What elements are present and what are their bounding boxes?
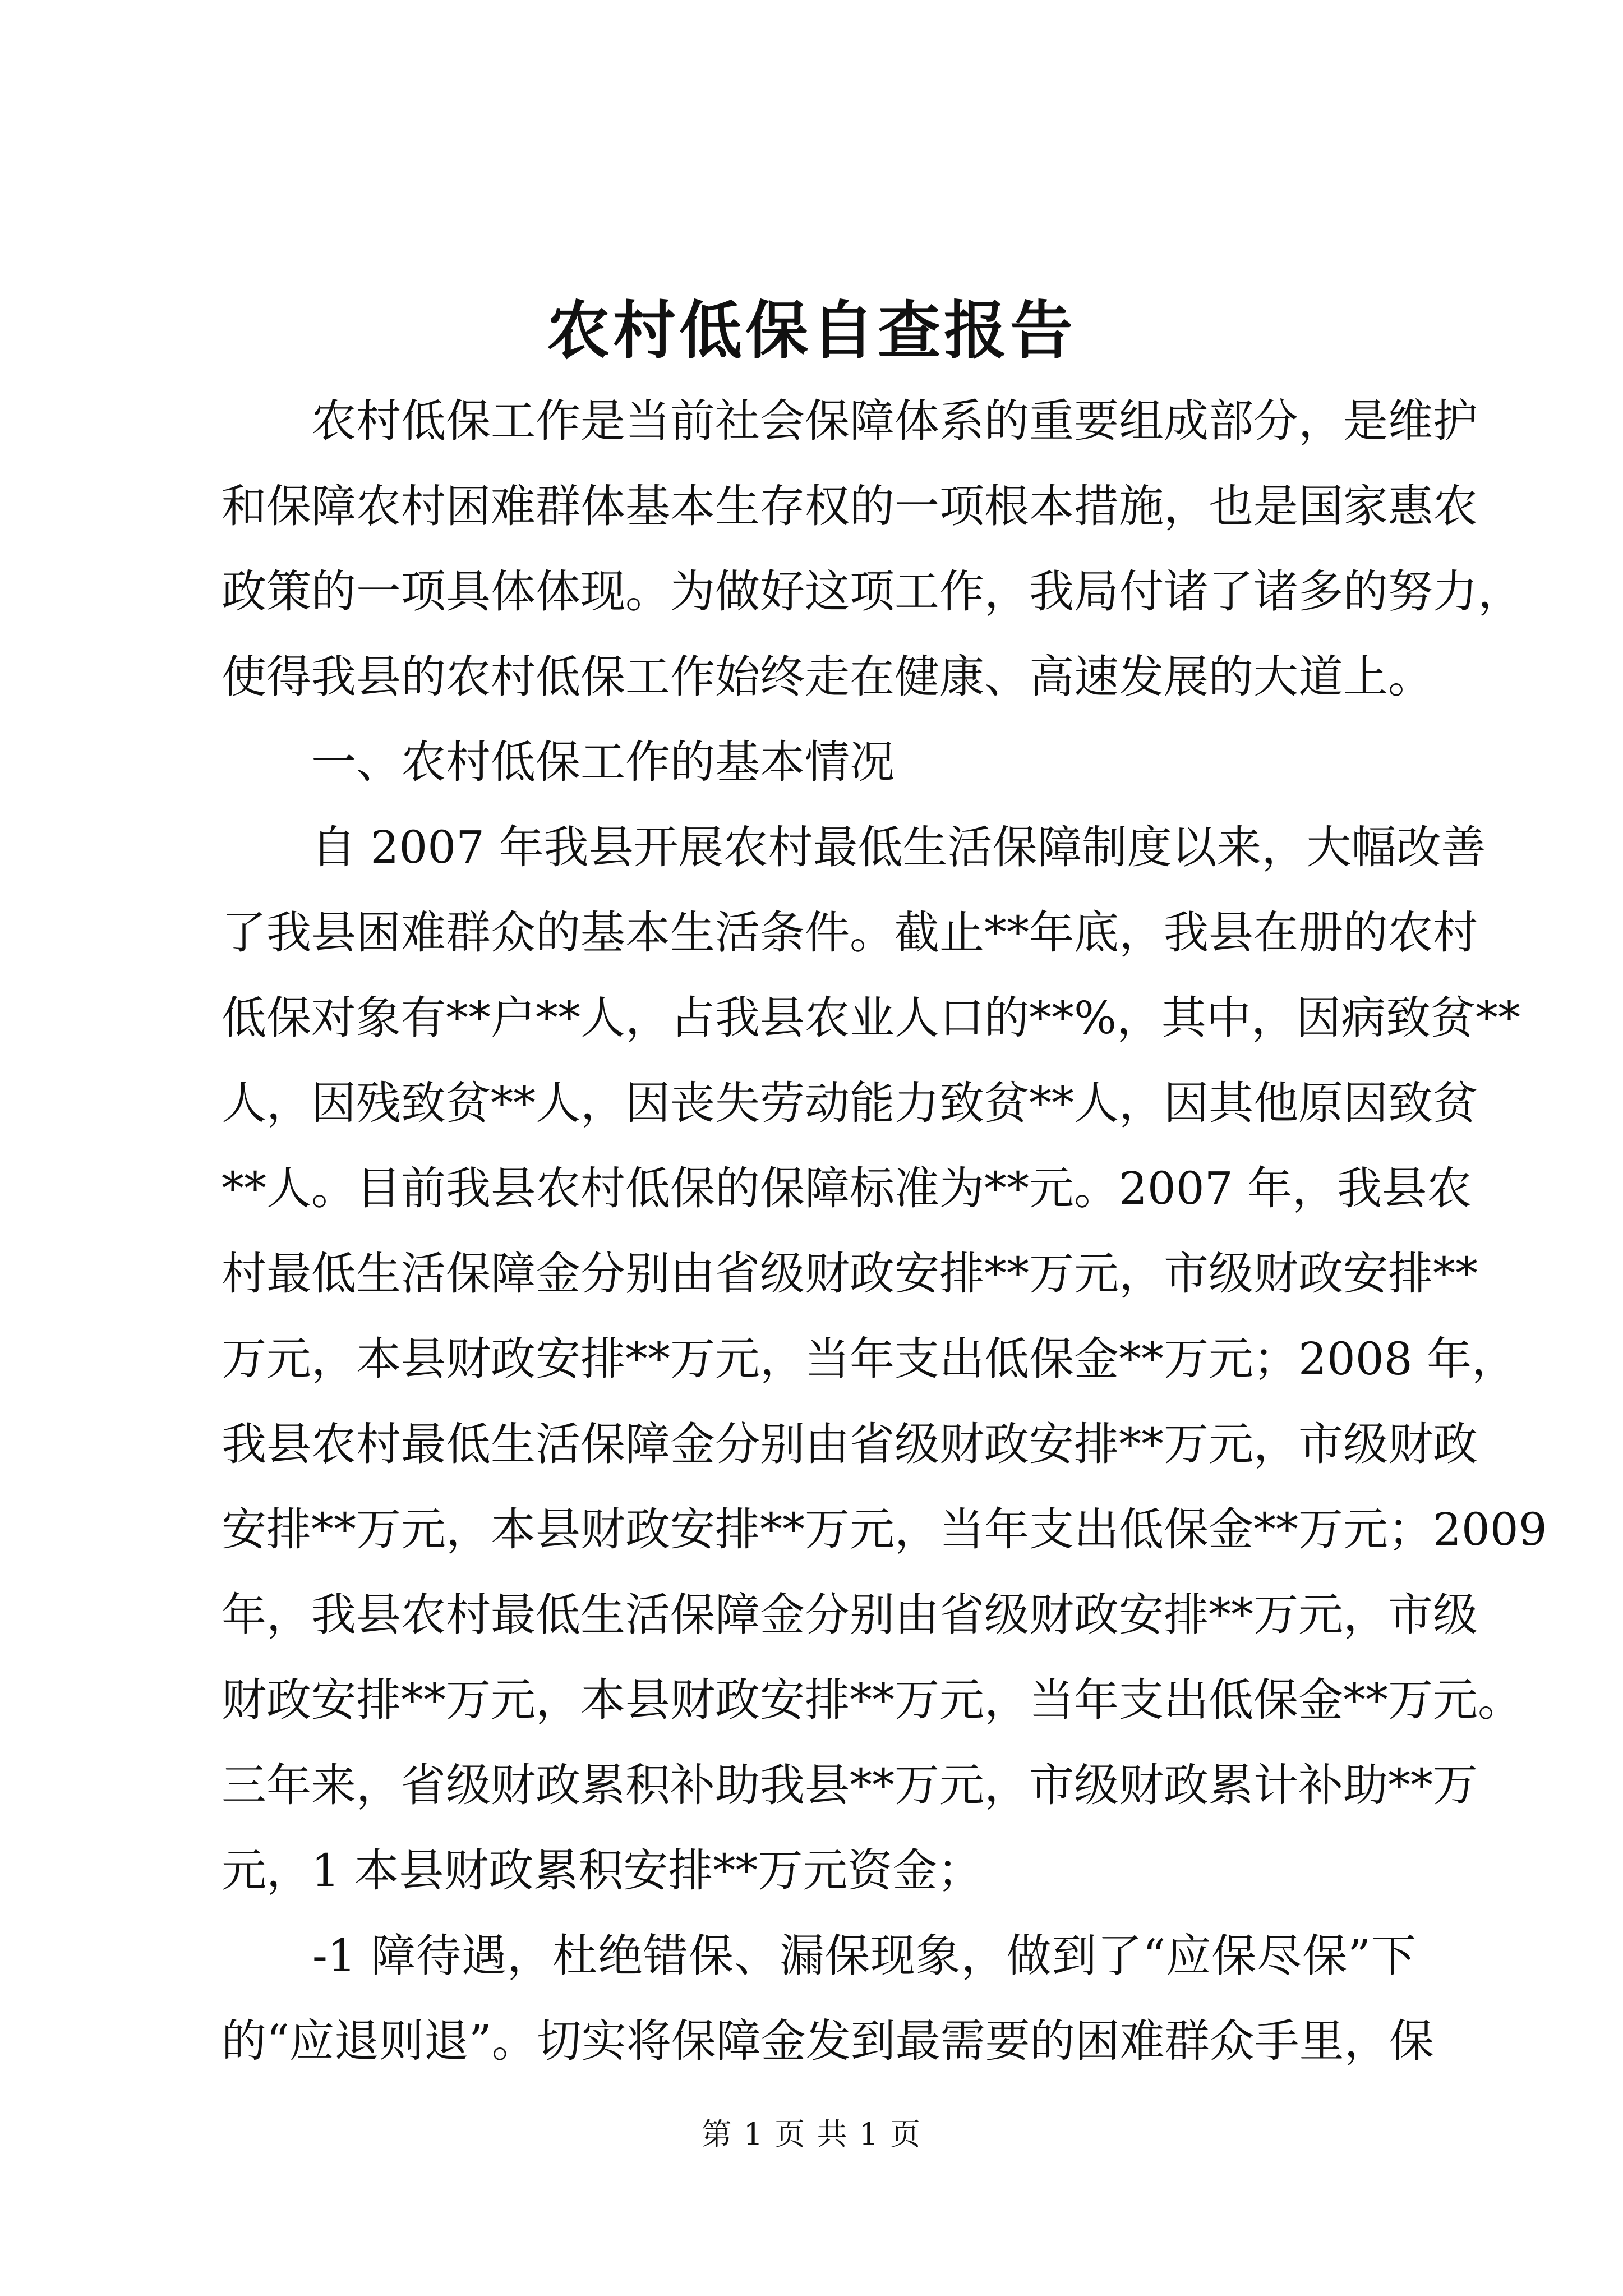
page-footer: 第 1 页 共 1 页 <box>701 2116 922 2152</box>
body-line: 和保障农村困难群体基本生存权的一项根本措施，也是国家惠农 <box>222 480 1478 532</box>
body-line: 万元，本县财政安排**万元，当年支出低保金**万元；2008 年， <box>222 1333 1517 1385</box>
body-line: 低保对象有**户**人，占我县农业人口的**%，其中，因病致贫** <box>222 992 1521 1044</box>
body-line: 我县农村最低生活保障金分别由省级财政安排**万元，市级财政 <box>222 1418 1478 1470</box>
body-line: 的“应退则退”。切实将保障金发到最需要的困难群众手里，保 <box>222 2015 1434 2067</box>
document-body <box>222 379 1547 2084</box>
body-line: 政策的一项具体体现。为做好这项工作，我局付诸了诸多的努力， <box>222 565 1523 618</box>
body-line: 安排**万元，本县财政安排**万元，当年支出低保金**万元；2009 <box>222 1503 1547 1556</box>
document-title: 农村低保自查报告 <box>547 294 1076 367</box>
body-line: -1 障待遇，杜绝错保、漏保现象，做到了“应保尽保”下 <box>222 1930 1416 1982</box>
body-line: 自 2007 年我县开展农村最低生活保障制度以来，大幅改善 <box>222 821 1486 873</box>
body-line: 了我县困难群众的基本生活条件。截止**年底，我县在册的农村 <box>222 907 1478 959</box>
body-line: 村最低生活保障金分别由省级财政安排**万元，市级财政安排** <box>222 1248 1478 1300</box>
body-line: 元，1 本县财政累积安排**万元资金； <box>222 1844 983 1897</box>
body-line: 财政安排**万元，本县财政安排**万元，当年支出低保金**万元。 <box>222 1674 1523 1726</box>
body-line: 农村低保工作是当前社会保障体系的重要组成部分，是维护 <box>222 395 1478 447</box>
body-line: 使得我县的农村低保工作始终走在健康、高速发展的大道上。 <box>222 651 1433 703</box>
section-heading: 一、农村低保工作的基本情况 <box>222 736 895 788</box>
body-line: 人，因残致贫**人，因丧失劳动能力致贫**人，因其他原因致贫 <box>222 1077 1478 1129</box>
body-line: 年，我县农村最低生活保障金分别由省级财政安排**万元，市级 <box>222 1589 1478 1641</box>
body-line: **人。目前我县农村低保的保障标准为**元。2007 年，我县农 <box>222 1162 1472 1214</box>
body-line: 三年来，省级财政累积补助我县**万元，市级财政累计补助**万 <box>222 1759 1478 1811</box>
